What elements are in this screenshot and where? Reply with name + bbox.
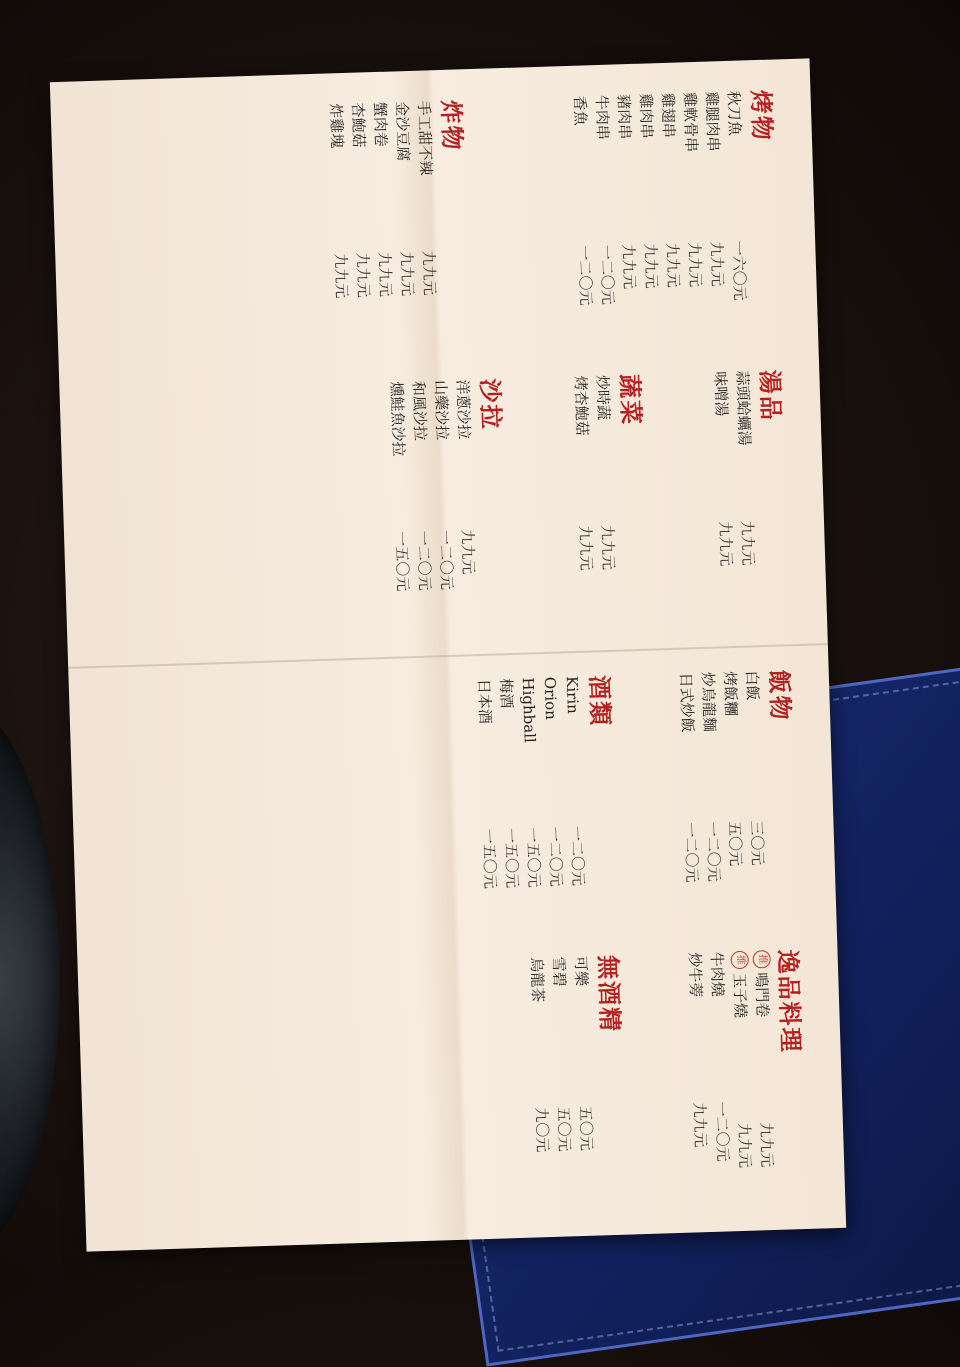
item-price: 九九元 <box>690 1102 710 1148</box>
item-price: 一二〇元 <box>545 826 566 888</box>
item-price: 九九元 <box>597 524 618 571</box>
section-title: 沙拉 <box>475 378 506 431</box>
section-drinks <box>472 675 626 890</box>
item-price: 一二〇元 <box>567 825 588 887</box>
item-name: 雞軟骨串 <box>680 91 701 153</box>
item-price: 九九元 <box>756 1121 777 1168</box>
recommend-badge: 推 <box>730 951 749 970</box>
section-title: 無酒精 <box>593 954 625 1034</box>
item-name: Orion <box>540 676 561 721</box>
section-title: 湯品 <box>755 369 786 423</box>
item-price: 一二〇元 <box>712 1101 733 1162</box>
item-price: 九九元 <box>619 243 639 290</box>
recommend-badge: 推 <box>752 950 771 969</box>
item-name: 日式炒飯 <box>676 672 697 733</box>
item-price: 九九元 <box>576 525 596 571</box>
item-price: 一五〇元 <box>501 827 522 889</box>
section-salad <box>384 378 516 592</box>
section-no-alcohol <box>525 955 634 1153</box>
item-price: 九九元 <box>397 250 417 297</box>
item-price: 五〇元 <box>554 1106 574 1152</box>
menu-paper <box>50 58 846 1251</box>
item-price: 一六〇元 <box>729 240 750 301</box>
item-price: 五〇元 <box>725 820 745 867</box>
item-name: 炸雞塊 <box>326 102 347 149</box>
item-price: 九九元 <box>353 252 373 298</box>
item-price: 一二〇元 <box>597 244 618 306</box>
item-price: 九九元 <box>685 241 705 288</box>
section-fried <box>324 99 477 299</box>
item-price: 一二〇元 <box>575 245 596 306</box>
section-title: 逸品料理 <box>773 949 806 1054</box>
item-price: 九九元 <box>331 252 351 299</box>
item-name: 烤飯糰 <box>720 670 741 717</box>
item-price: 一二〇元 <box>681 822 702 883</box>
item-name: 香魚 <box>570 95 590 126</box>
item-name: 手工甜不辣 <box>414 100 435 176</box>
item-name: 炒牛蒡 <box>685 952 705 998</box>
item-price: 九九元 <box>737 520 758 566</box>
menu-content <box>60 69 836 1242</box>
item-price: 一二〇元 <box>436 529 456 591</box>
item-name: 秋刀魚 <box>724 90 744 137</box>
item-price: 九九元 <box>458 529 478 575</box>
item-price: 一五〇元 <box>479 828 500 890</box>
item-price: 三〇元 <box>747 820 767 866</box>
item-name: 豬肉串 <box>614 93 634 140</box>
item-name: Highball <box>518 677 539 744</box>
item-name: 杏鮑菇 <box>348 102 369 148</box>
dark-plate <box>0 700 60 1260</box>
item-price: 一二〇元 <box>414 530 434 591</box>
item-price: 九九元 <box>419 250 439 296</box>
section-soup <box>708 369 795 566</box>
section-veg <box>568 374 655 571</box>
item-name: 日本酒 <box>474 678 495 725</box>
item-name: 雞肉串 <box>636 93 656 139</box>
item-name: 雪碧 <box>549 956 569 987</box>
item-price: 九九元 <box>375 251 395 298</box>
item-name: 烏龍茶 <box>527 957 547 1003</box>
item-name: 白飯 <box>742 670 762 701</box>
section-title: 飯物 <box>764 669 796 723</box>
item-price: 九九元 <box>715 520 736 567</box>
item-price: 一二〇元 <box>703 821 724 883</box>
section-title: 烤物 <box>746 89 778 143</box>
item-list <box>569 90 750 305</box>
item-price: 九九元 <box>734 1122 755 1169</box>
item-price: 九九元 <box>707 241 727 287</box>
section-title: 酒類 <box>584 674 616 728</box>
item-name: 雞翅串 <box>658 92 678 139</box>
item-name: 和風沙拉 <box>409 380 430 442</box>
item-name: 味噌湯 <box>711 371 731 417</box>
item-price: 五〇元 <box>576 1105 596 1152</box>
item-name: 牛肉串 <box>592 94 612 141</box>
item-name: 烤杏鮑菇 <box>571 375 592 436</box>
item-name: 炒時蔬 <box>593 374 613 421</box>
item-name: 金沙豆腐 <box>392 100 413 162</box>
section-grill <box>567 89 786 306</box>
item-price: 一五〇元 <box>523 827 544 888</box>
section-title: 炸物 <box>436 99 468 153</box>
item-name: 蟹肉卷 <box>370 101 391 148</box>
item-name: 梅酒 <box>496 677 516 709</box>
section-rice <box>674 669 806 883</box>
item-name: 山藥沙拉 <box>431 379 452 441</box>
item-name: 玉子燒 <box>730 972 750 1019</box>
item-price: 九〇元 <box>532 1107 552 1153</box>
item-name: 雞腿肉串 <box>702 91 723 152</box>
item-price: 一五〇元 <box>392 531 412 592</box>
item-name: 炒烏龍麵 <box>698 671 719 733</box>
item-name: 牛肉燒 <box>707 951 727 997</box>
section-title: 蔬菜 <box>615 373 646 427</box>
item-name: 燻鮭魚沙拉 <box>387 381 408 457</box>
item-name: 洋蔥沙拉 <box>453 379 474 440</box>
section-special <box>682 949 814 1170</box>
item-price: 九九元 <box>663 242 683 289</box>
item-name: 鳴門卷 <box>752 972 772 1018</box>
item-price: 九九元 <box>641 243 661 289</box>
item-name: 可樂 <box>571 955 591 987</box>
item-name: Kirin <box>562 675 582 715</box>
item-name: 蒜頭蛤蠣湯 <box>733 370 754 446</box>
